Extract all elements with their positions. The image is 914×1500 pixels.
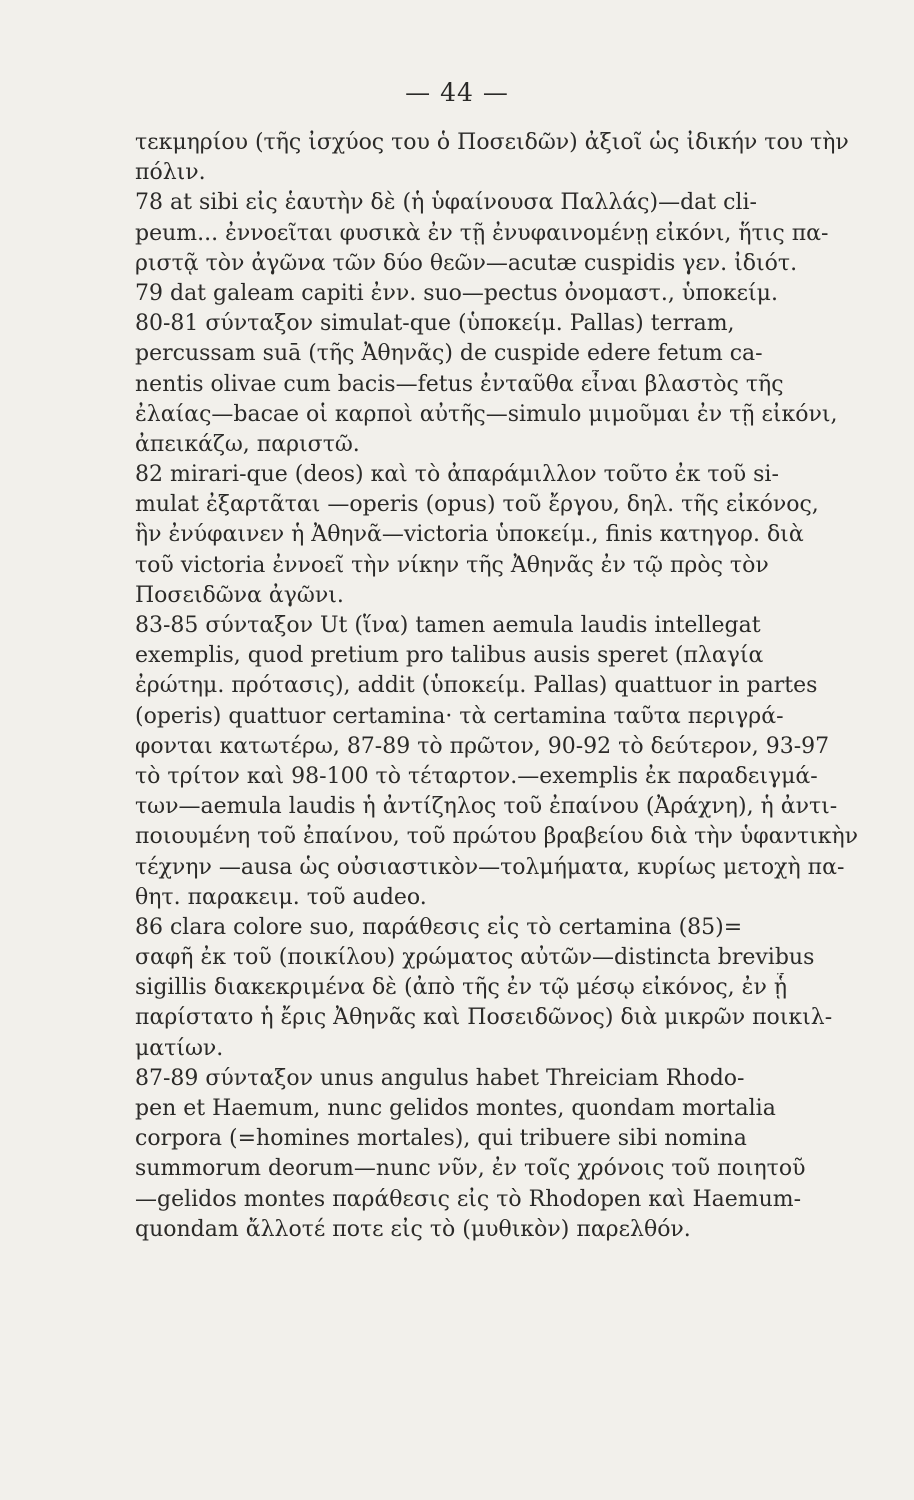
text-line: summorum deorum—nunc νῦν, ἐν τοῖς χρόνοις τοῦ ποιητοῦ — [135, 1156, 806, 1182]
text-line: θητ. παρακειμ. τοῦ audeo. — [135, 884, 427, 910]
text-line: τεκμηρίου (τῆς ἰσχύος του ὁ Ποσειδῶν) ἀξιοῖ ὡς ἰδικήν του τὴν — [135, 130, 849, 155]
text-line: παρίστατο ἡ ἔρις Ἀθηνᾶς καὶ Ποσειδῶνος) διὰ μικρῶν ποικιλ- — [135, 1005, 833, 1031]
text-line: των—aemula laudis ἡ ἀντίζηλος τοῦ ἐπαίνου (Ἀράχνη), ἡ ἀντι- — [135, 794, 838, 820]
text-line: mulat ἐξαρτᾶται —operis (opus) τοῦ ἔργου, δηλ. τῆς εἰκόνος, — [135, 492, 819, 518]
text-line: σαφῆ ἐκ τοῦ (ποικίλου) χρώματος αὐτῶν—distincta brevibus — [135, 945, 815, 971]
text-line: ριστᾷ τὸν ἀγῶνα τῶν δύο θεῶν—acutæ cuspidis γεν. ἰδιότ. — [135, 250, 798, 276]
text-line: —gelidos montes παράθεσις εἰς τὸ Rhodopen καὶ Haemum- — [135, 1186, 802, 1212]
text-line: πόλιν. — [135, 160, 206, 186]
text-line: τοῦ victoria ἐννοεῖ τὴν νίκην τῆς Ἀθηνᾶς ἐν τῷ πρὸς τὸν — [135, 552, 769, 578]
text-line: 87-89 σύνταξον unus angulus habet Threiciam Rhodo- — [135, 1065, 745, 1091]
text-line: 80-81 σύνταξον simulat-que (ὑποκείμ. Pallas) terram, — [135, 311, 735, 337]
text-line: Ποσειδῶνα ἀγῶνι. — [135, 582, 344, 608]
text-line: ματίων. — [135, 1035, 224, 1061]
text-line: ἣν ἐνύφαινεν ἡ Ἀθηνᾶ—victoria ὑποκείμ., finis κατηγορ. διὰ — [135, 522, 804, 548]
text-line: sigillis διακεκριμένα δὲ (ἀπὸ τῆς ἐν τῷ μέσῳ εἰκόνος, ἐν ᾗ — [135, 975, 788, 1001]
text-line: 78 at sibi εἰς ἑαυτὴν δὲ (ἡ ὑφαίνουσα Παλλάς)—dat cli- — [135, 190, 757, 216]
text-line: ποιουμένη τοῦ ἐπαίνου, τοῦ πρώτου βραβείου διὰ τὴν ὑφαντικὴν — [135, 824, 859, 850]
commentary-text — [135, 128, 895, 1245]
text-line: τέχνην —ausa ὡς οὐσιαστικὸν—τολμήματα, κυρίως μετοχὴ πα- — [135, 854, 845, 880]
text-line: 79 dat galeam capiti ἐνν. suo—pectus ὀνομαστ., ὑποκείμ. — [135, 280, 778, 306]
text-line: percussam suā (τῆς Ἀθηνᾶς) de cuspide edere fetum ca- — [135, 341, 763, 367]
text-line: exemplis, quod pretium pro talibus ausis speret (πλαγία — [135, 643, 764, 669]
text-line: peum... ἐννοεῖται φυσικὰ ἐν τῇ ἐνυφαινομένῃ εἰκόνι, ἥτις πα- — [135, 220, 829, 246]
text-line: 82 mirari-que (deos) καὶ τὸ ἀπαράμιλλον τοῦτο ἐκ τοῦ si- — [135, 462, 779, 488]
text-line: pen et Haemum, nunc gelidos montes, quondam mortalia — [135, 1096, 776, 1121]
text-line: 83-85 σύνταξον Ut (ἵνα) tamen aemula laudis intellegat — [135, 613, 761, 638]
text-line: φονται κατωτέρω, 87-89 τὸ πρῶτον, 90-92 τὸ δεύτερον, 93-97 — [135, 733, 830, 759]
text-line: ἐρώτημ. πρότασις), addit (ὑποκείμ. Pallas) quattuor in partes — [135, 673, 818, 699]
text-line: nentis olivae cum bacis—fetus ἐνταῦθα εἶναι βλαστὸς τῆς — [135, 371, 784, 397]
text-line: ἐλαίας—bacae οἱ καρποὶ αὐτῆς—simulo μιμοῦμαι ἐν τῇ εἰκόνι, — [135, 401, 838, 427]
text-line: τὸ τρίτον καὶ 98-100 τὸ τέταρτον.—exemplis ἐκ παραδειγμά- — [135, 763, 818, 789]
text-line: 86 clara colore suo, παράθεσις εἰς τὸ certamina (85)= — [135, 914, 743, 940]
text-line: ἀπεικάζω, παριστῶ. — [135, 431, 360, 457]
text-line: corpora (=homines mortales), qui tribuere sibi nomina — [135, 1126, 747, 1152]
page-number: — 44 — — [405, 78, 509, 107]
text-line: (operis) quattuor certamina· τὰ certamina ταῦτα περιγρά- — [135, 703, 784, 729]
text-line: quondam ἄλλοτέ ποτε εἰς τὸ (μυθικὸν) παρελθόν. — [135, 1216, 691, 1242]
